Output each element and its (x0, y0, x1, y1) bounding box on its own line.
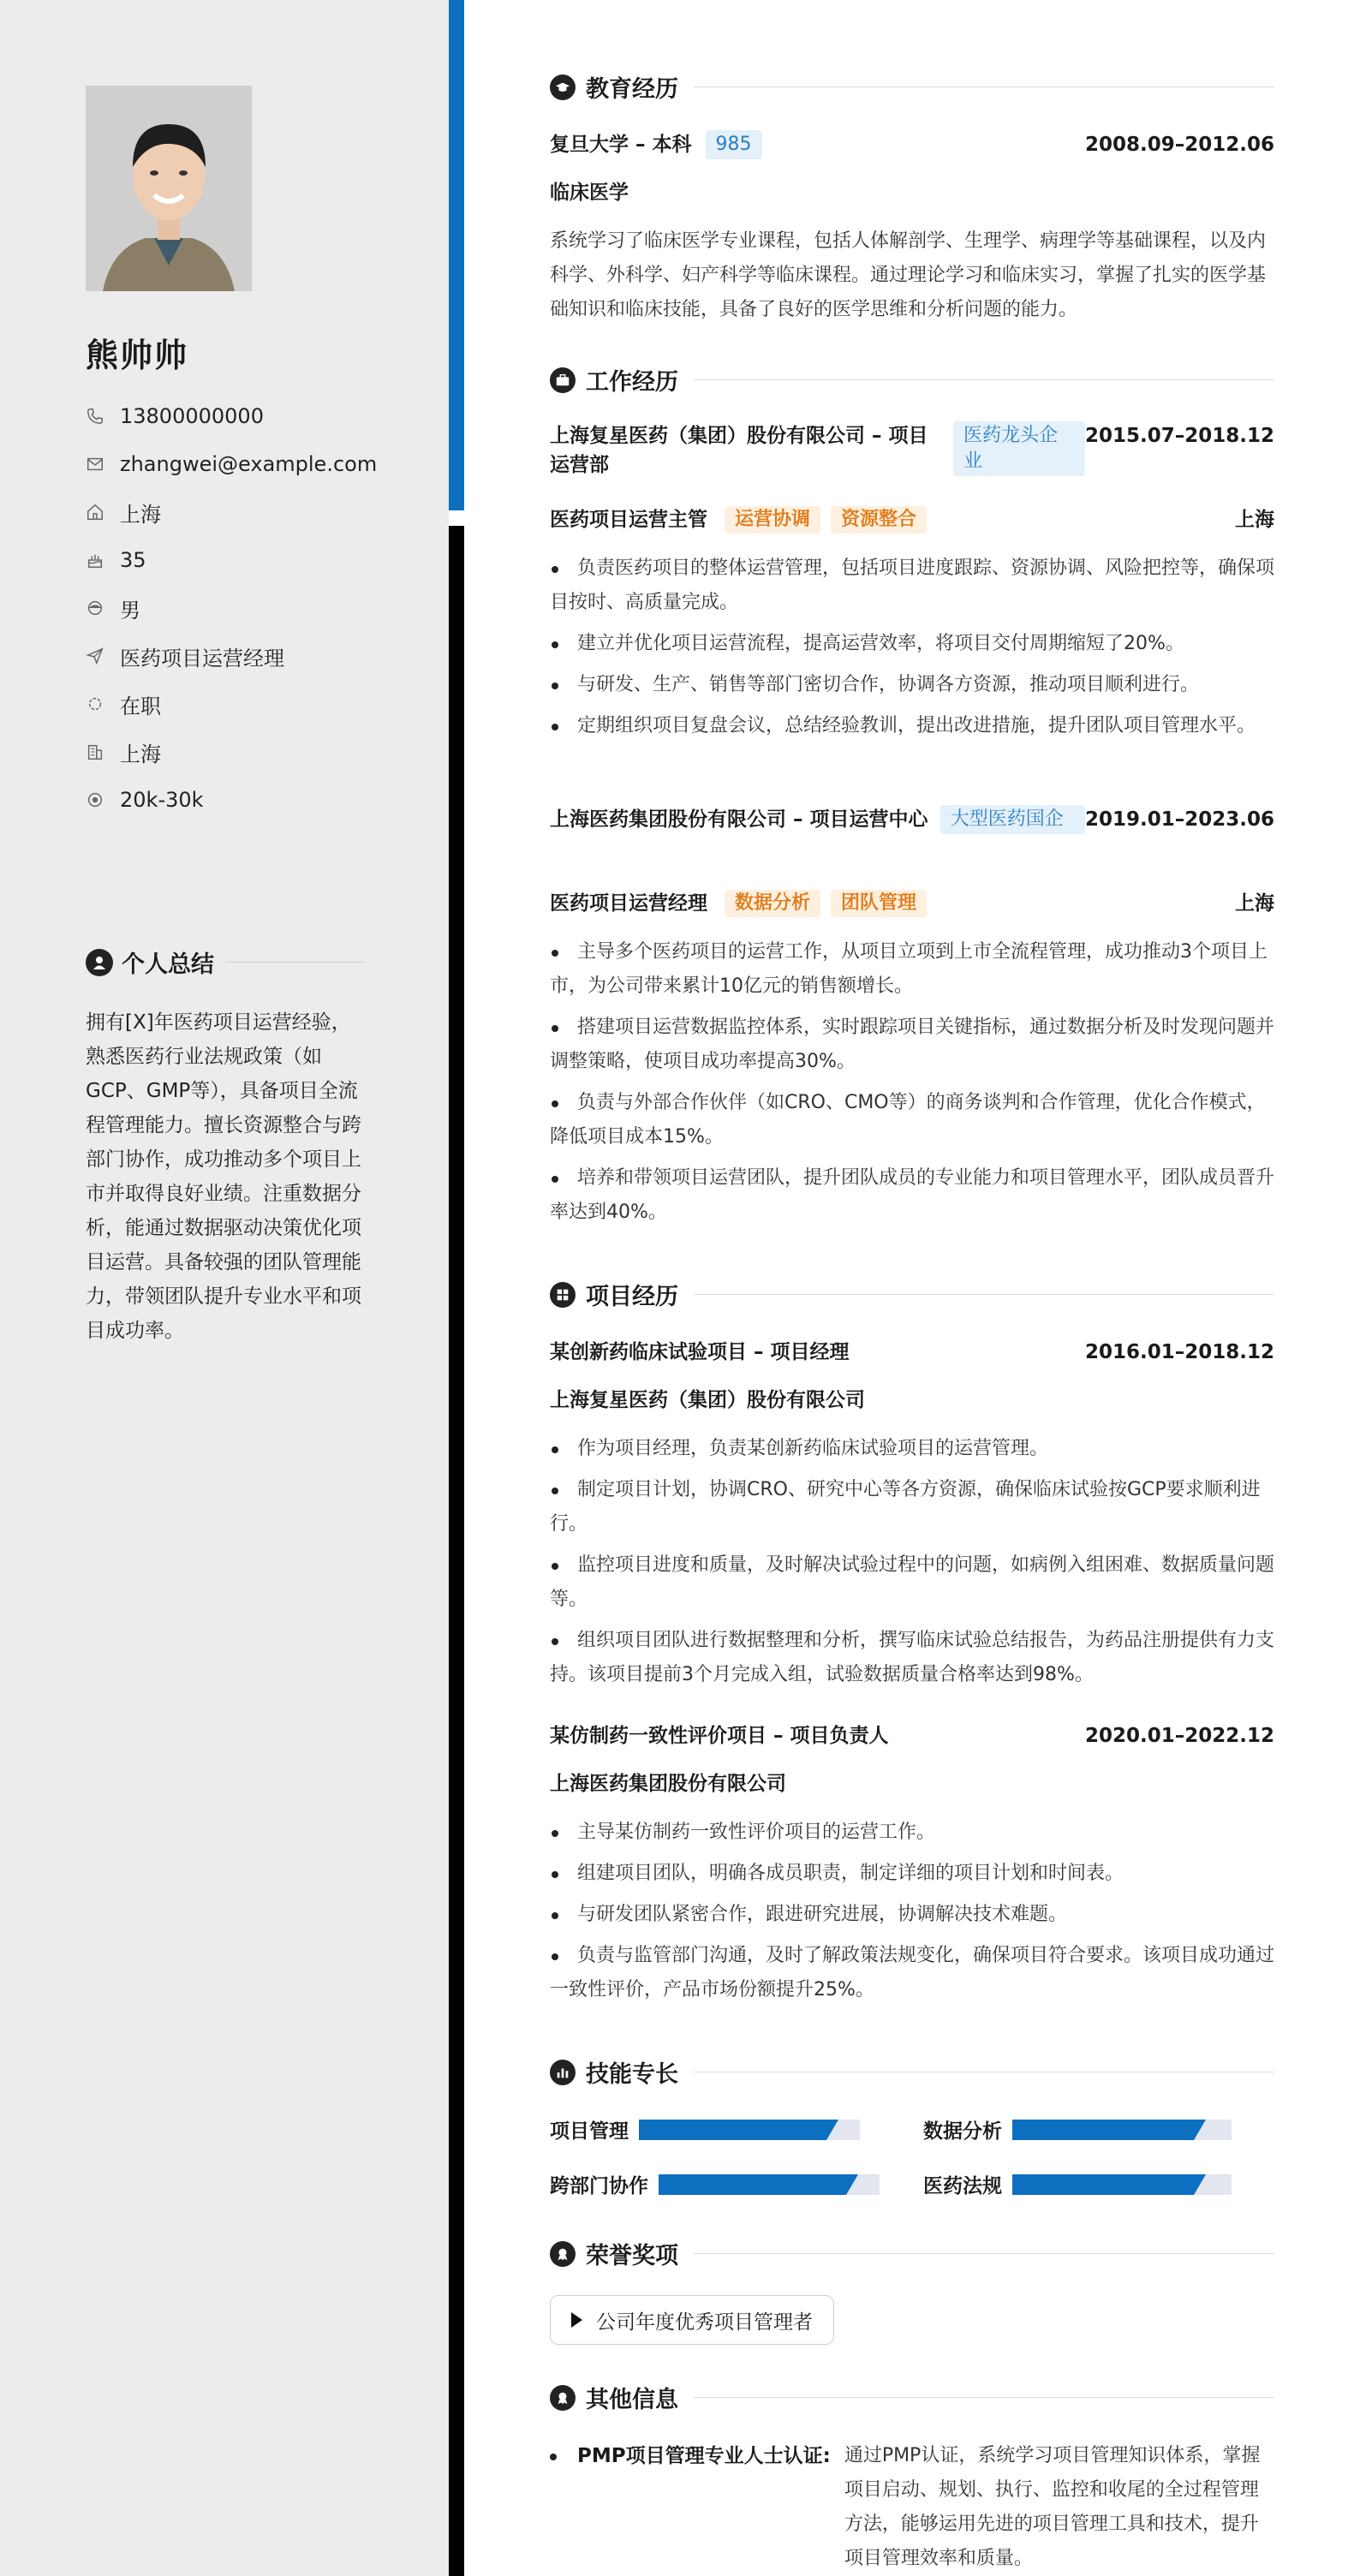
skill-label: 医药法规 (923, 2175, 1002, 2197)
info-home-text: 上海 (120, 502, 161, 527)
bar-chart-icon (550, 2060, 576, 2085)
list-item: 负责医药项目的整体运营管理，包括项目进度跟踪、资源协调、风险把控等，确保项目按时、高质量完成。 (550, 552, 1274, 620)
project-2-company: 上海医药集团股份有限公司 (550, 1773, 786, 1795)
education-major: 临床医学 (550, 182, 629, 204)
summary-heading (86, 945, 365, 979)
skill-bar-fill (659, 2174, 846, 2195)
skill-bar-fill (1012, 2120, 1194, 2140)
education-header-row (550, 130, 1274, 159)
gender-icon (86, 599, 104, 617)
project-1-header (550, 1338, 1274, 1367)
skill-label: 项目管理 (550, 2120, 629, 2143)
job-1-role-row (550, 505, 1274, 534)
job-1-tag: 医药龙头企业 (953, 421, 1085, 476)
info-phone (86, 392, 377, 440)
info-status-text: 在职 (120, 694, 161, 719)
send-icon (86, 647, 104, 665)
avatar (86, 86, 252, 291)
summary-text: 拥有[X]年医药项目运营经验，熟悉医药行业法规政策（如GCP、GMP等），具备项目全流程管理能力。擅长资源整合与跨部门协作，成功推动多个项目上市并取得良好业绩。注重数据分析，能通过数据驱动决策优化项目运营。具备较强的团队管理能力，带领团队提升专业水平和项目成功率。 (86, 1011, 361, 1342)
play-icon (571, 2312, 582, 2328)
awards-divider (694, 2253, 1274, 2254)
info-city-text: 上海 (120, 742, 161, 766)
user-icon (86, 949, 113, 976)
job-2-role-row (550, 889, 1274, 918)
list-item: 监控项目进度和质量，及时解决试验过程中的问题，如病例入组困难、数据质量问题等。 (550, 1548, 1274, 1617)
accent-bar (449, 0, 464, 510)
job-1-location: 上海 (1235, 509, 1274, 531)
award-icon (550, 2241, 576, 2267)
other-item-text: 通过PMP认证，系统学习项目管理知识体系，掌握项目启动、规划、执行、监控和收尾的全过程管理方法，能够运用先进的项目管理工具和技术，提升项目管理效率和质量。 (844, 2445, 1261, 2569)
skill-item (550, 2170, 880, 2198)
skill-bar (1012, 2174, 1232, 2195)
info-age (86, 536, 377, 584)
list-item: 组织项目团队进行数据整理和分析，撰写临床试验总结报告，为药品注册提供有力支持。该项目提前3个月完成入组，试验数据质量合格率达到98%。 (550, 1624, 1274, 1692)
list-item: 培养和带领项目运营团队，提升团队成员的专业能力和项目管理水平，团队成员晋升率达到40%。 (550, 1161, 1274, 1230)
job-1-company: 上海复星医药（集团）股份有限公司 – 项目运营部 (550, 425, 928, 476)
list-item: 负责与监管部门沟通，及时了解政策法规变化，确保项目符合要求。该项目成功通过一致性评价，产品市场份额提升25%。 (550, 1939, 1274, 2007)
work-divider (694, 379, 1274, 380)
list-item: 组建项目团队，明确各成员职责，制定详细的项目计划和时间表。 (550, 1857, 1274, 1891)
info-position-text: 医药项目运营经理 (120, 646, 284, 671)
project-1-company: 上海复星医药（集团）股份有限公司 (550, 1389, 865, 1411)
info-email-text: zhangwei@example.com (120, 452, 378, 476)
award-item[interactable] (550, 2295, 834, 2345)
info-home (86, 488, 377, 536)
sidebar (0, 0, 449, 2576)
job-2-skill-tag: 团队管理 (831, 890, 927, 917)
skill-item (923, 2115, 1232, 2144)
divider-bar (449, 526, 464, 2576)
list-item: 制定项目计划，协调CRO、研究中心等各方资源，确保临床试验按GCP要求顺利进行。 (550, 1473, 1274, 1541)
list-item: 与研发团队紧密合作，跟进研究进展，协调解决技术难题。 (550, 1898, 1274, 1932)
skill-bar (659, 2174, 880, 2195)
info-age-text: 35 (120, 548, 146, 572)
list-item: 搭建项目运营数据监控体系，实时跟踪项目关键指标，通过数据分析及时发现问题并调整策略，使项目成功率提高30%。 (550, 1011, 1274, 1079)
phone-icon (86, 407, 104, 426)
projects-divider (694, 1294, 1274, 1295)
job-2-company: 上海医药集团股份有限公司 – 项目运营中心 (550, 808, 928, 831)
project-1-name: 某创新药临床试验项目 – 项目经理 (550, 1341, 850, 1363)
job-2-date: 2019.01–2023.06 (1084, 808, 1274, 831)
job-1-role: 医药项目运营主管 (550, 509, 707, 531)
skill-item (923, 2170, 1232, 2198)
job-1-skill-tag: 运营协调 (725, 506, 820, 534)
info-status (86, 680, 377, 728)
list-item: 定期组织项目复盘会议，总结经验教训，提出改进措施，提升团队项目管理水平。 (550, 709, 1274, 743)
info-salary-text: 20k-30k (120, 788, 204, 812)
skill-label: 数据分析 (923, 2120, 1002, 2143)
summary-title: 个人总结 (122, 951, 214, 978)
work-title: 工作经历 (586, 369, 678, 396)
list-item: 负责与外部合作伙伴（如CRO、CMO等）的商务谈判和合作管理，优化合作模式，降低项目成本15%。 (550, 1086, 1274, 1154)
skill-bar (1012, 2120, 1232, 2140)
job-2-tag: 大型医药国企 (940, 805, 1085, 834)
job-2-location: 上海 (1235, 892, 1274, 915)
projects-title: 项目经历 (586, 1284, 678, 1310)
education-heading (550, 70, 1274, 104)
grid-icon (550, 1282, 576, 1308)
education-tag: 985 (706, 130, 762, 159)
job-1-date: 2015.07–2018.12 (1084, 425, 1274, 447)
list-item: 与研发、生产、销售等部门密切合作，协调各方资源，推动项目顺利进行。 (550, 668, 1274, 702)
list-item: 作为项目经理，负责某创新药临床试验项目的运营管理。 (550, 1432, 1274, 1466)
mail-icon (86, 455, 104, 474)
info-position (86, 632, 377, 680)
building-icon (86, 742, 104, 761)
skill-bar-fill (639, 2120, 826, 2140)
job-2-skill-tag: 数据分析 (725, 890, 820, 917)
awards-heading (550, 2237, 1274, 2270)
education-divider (694, 86, 1274, 87)
projects-heading (550, 1278, 1274, 1311)
education-title: 教育经历 (586, 76, 678, 103)
skill-label: 跨部门协作 (550, 2175, 648, 2197)
status-icon (86, 695, 104, 713)
list-item: 主导某仿制药一致性评价项目的运营工作。 (550, 1816, 1274, 1850)
home-icon (86, 503, 104, 522)
education-school-wrap (550, 130, 762, 159)
info-email (86, 440, 377, 488)
education-description: 系统学习了临床医学专业课程，包括人体解剖学、生理学、病理学等基础课程，以及内科学、外科学、妇产科学等临床课程。通过理论学习和临床实习，掌握了扎实的医学基础知识和临床技能，具备了良好的医学思维和分析问题的能力。 (550, 230, 1267, 320)
skills-title: 技能专长 (586, 2061, 678, 2088)
project-2-name: 某仿制药一致性评价项目 – 项目负责人 (550, 1725, 889, 1747)
other-title: 其他信息 (586, 2387, 678, 2413)
info-badge-icon (550, 2385, 576, 2411)
work-heading (550, 363, 1274, 397)
awards-title: 荣誉奖项 (586, 2243, 678, 2269)
info-gender-text: 男 (120, 598, 140, 623)
bullet-dot (550, 2454, 557, 2460)
list-item: 建立并优化项目运营流程，提高运营效率，将项目交付周期缩短了20%。 (550, 627, 1274, 661)
project-2-header (550, 1721, 1274, 1750)
project-1-date: 2016.01–2018.12 (1084, 1341, 1274, 1363)
job-2-role: 医药项目运营经理 (550, 892, 707, 915)
job-1-header (550, 421, 1274, 480)
award-label: 公司年度优秀项目管理者 (596, 2311, 813, 2334)
other-item (550, 2439, 1274, 2576)
skill-item (550, 2115, 860, 2144)
job-1-role-wrap (550, 505, 927, 534)
info-city (86, 728, 377, 776)
project-2-bullets (550, 1816, 1274, 2014)
graduation-cap-icon (550, 75, 576, 100)
skills-heading (550, 2055, 1274, 2089)
other-heading (550, 2381, 1274, 2414)
other-item-label: PMP项目管理专业人士认证: (577, 2445, 831, 2467)
skill-bar-fill (1012, 2174, 1194, 2195)
summary-divider (226, 962, 365, 963)
project-2-date: 2020.01–2022.12 (1084, 1725, 1274, 1747)
candidate-name: 熊帅帅 (86, 337, 189, 374)
job-2-bullets (550, 935, 1274, 1237)
project-1-bullets (550, 1432, 1274, 1699)
contact-info-list (86, 392, 377, 824)
briefcase-icon (550, 367, 576, 393)
skill-bar (639, 2120, 860, 2140)
salary-icon (86, 790, 104, 809)
info-salary (86, 776, 377, 824)
other-divider (694, 2397, 1274, 2398)
list-item: 主导多个医药项目的运营工作，从项目立项到上市全流程管理，成功推动3个项目上市，为公司带来累计10亿元的销售额增长。 (550, 935, 1274, 1004)
job-1-skill-tag: 资源整合 (831, 506, 927, 534)
job-2-header (550, 805, 1274, 834)
job-2-role-wrap (550, 889, 927, 918)
education-school: 复旦大学 – 本科 (550, 134, 692, 156)
info-gender (86, 584, 377, 632)
avatar-portrait (86, 86, 252, 291)
job-1-bullets (550, 552, 1274, 750)
info-phone-text: 13800000000 (120, 404, 264, 428)
education-date: 2008.09–2012.06 (1084, 134, 1274, 156)
cake-icon (86, 551, 104, 569)
